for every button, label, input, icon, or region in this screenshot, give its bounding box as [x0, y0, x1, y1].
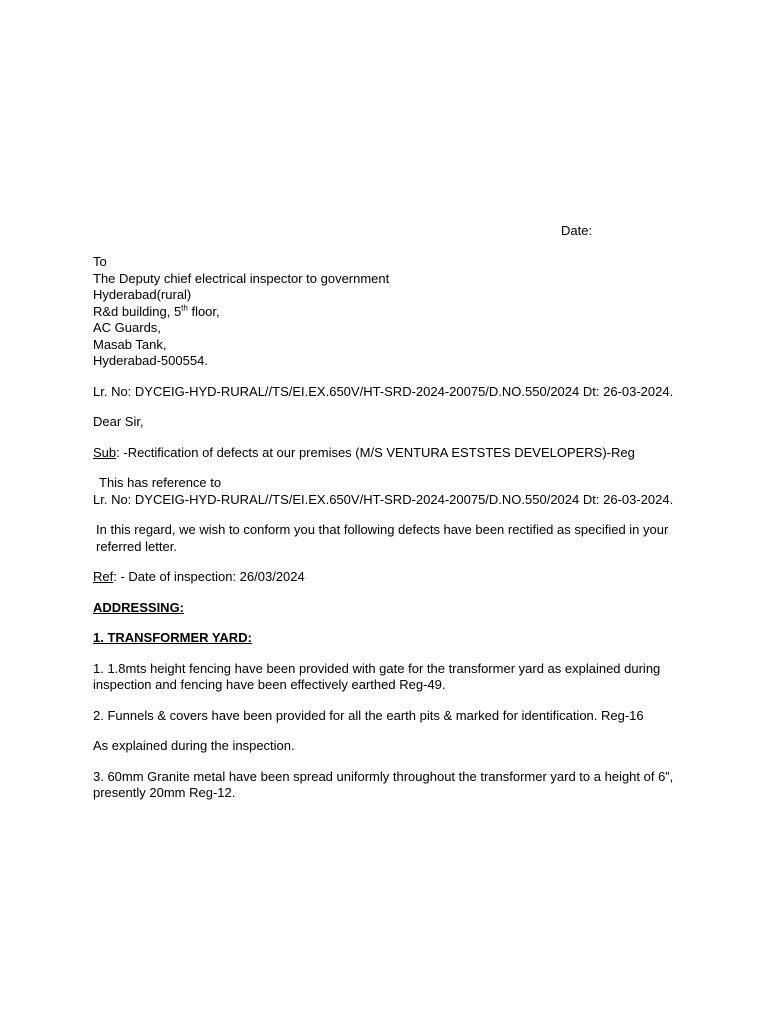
- recipient-line-6: Hyderabad-500554.: [93, 353, 208, 368]
- subject-line: [93, 445, 683, 462]
- recipient-line-3-end: floor,: [187, 303, 220, 319]
- greeting: Dear Sir,: [93, 414, 144, 429]
- reference-block: [93, 475, 683, 508]
- addressing-heading: ADDRESSING:: [93, 599, 185, 615]
- recipient-line-3-text: R&d building, 5: [93, 303, 182, 319]
- regard-paragraph: In this regard, we wish to conform you that following defects have been rectified as specified in your referred letter.: [96, 522, 669, 554]
- recipient-line-5: Masab Tank,: [93, 336, 167, 352]
- letter-body: [93, 254, 683, 816]
- recipient-line-1: The Deputy chief electrical inspector to government: [93, 270, 390, 286]
- date-label: Date:: [561, 223, 593, 238]
- recipient-line-3: [93, 304, 683, 321]
- reference-intro: This has reference to: [99, 475, 222, 490]
- subject-text: : -Rectification of defects at our premises (M/S VENTURA ESTSTES DEVELOPERS)-Reg: [116, 444, 635, 460]
- recipient-line-2: Hyderabad(rural): [93, 287, 192, 302]
- subject-label: Sub: [93, 444, 117, 460]
- ref-label: Ref: [93, 569, 114, 584]
- defect-item-1: 1. 1.8mts height fencing have been provided with gate for the transformer yard as explained during inspection and fencing have been effectively earthed Reg-49.: [93, 660, 661, 692]
- reference-lr-number: Lr. No: DYCEIG-HYD-RURAL//TS/EI.EX.650V/HT-SRD-2024-20075/D.NO.550/2024 Dt: 26-03-2024.: [93, 491, 674, 507]
- defect-item-2: 2. Funnels & covers have been provided for all the earth pits & marked for identification. Reg-16: [93, 707, 644, 723]
- ref-line: [93, 569, 683, 586]
- section-heading-transformer-yard: 1. TRANSFORMER YARD:: [93, 630, 252, 645]
- recipient-line-4: AC Guards,: [93, 320, 161, 335]
- lr-number: Lr. No: DYCEIG-HYD-RURAL//TS/EI.EX.650V/HT-SRD-2024-20075/D.NO.550/2024 Dt: 26-03-2024.: [93, 383, 674, 399]
- recipient-address: [93, 254, 683, 370]
- defect-item-2-note: As explained during the inspection.: [93, 738, 295, 753]
- recipient-to: To: [93, 254, 107, 269]
- defect-item-3: 3. 60mm Granite metal have been spread uniformly throughout the transformer yard to a height of 6”, presently 20mm Reg-12.: [93, 768, 674, 800]
- recipient-line-3-sup: th: [181, 303, 188, 313]
- ref-text: : - Date of inspection: 26/03/2024: [113, 569, 305, 584]
